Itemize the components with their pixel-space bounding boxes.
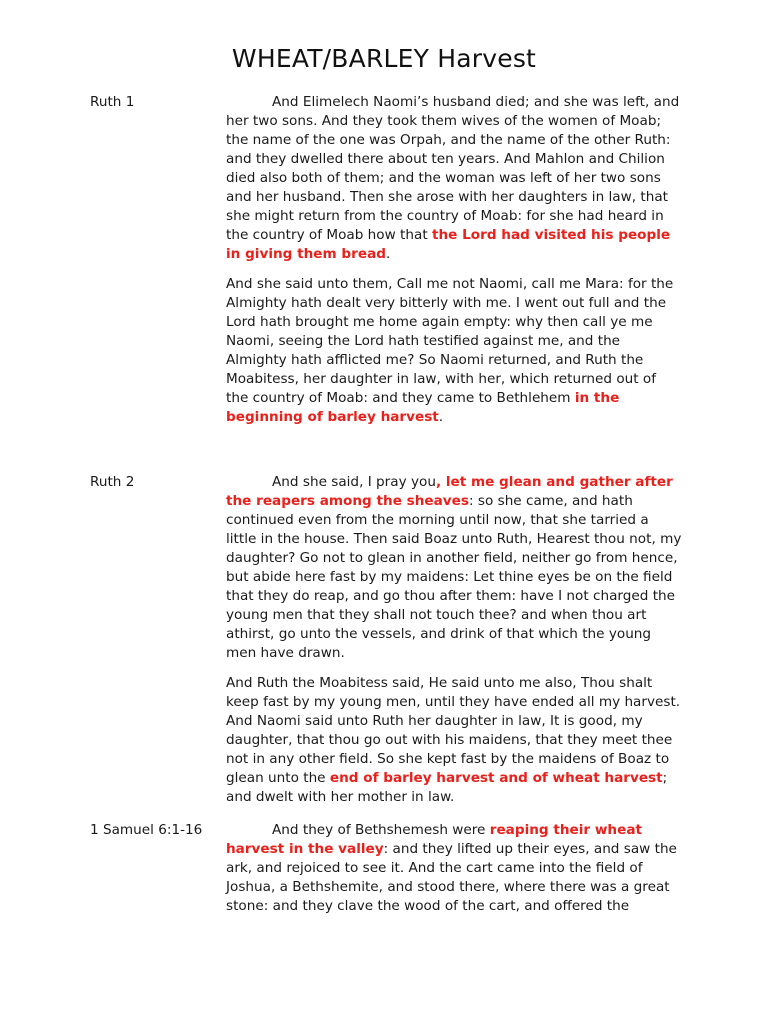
highlighted-phrase: , let me glean and gather after the reapers among the sheaves [226,474,673,509]
section-body [226,821,682,927]
paragraph-text: . [385,246,391,262]
scripture-paragraph [226,674,682,807]
highlighted-phrase: in the beginning of barley harvest [226,390,620,425]
highlighted-phrase: end of barley harvest and of wheat harvest [329,770,663,786]
highlighted-phrase: the Lord had visited his people in giving them bread [226,227,671,262]
scripture-paragraph [226,473,682,663]
scripture-paragraph [226,821,682,916]
section-body [226,473,682,818]
paragraph-text: And Ruth the Moabitess said, He said unto me also, Thou shalt keep fast by my young men, until they have ended all my harvest. And Naomi said unto Ruth her daughter in law, It is good, my daughter, that thou go out with his maidens, that they meet thee not in any other field. So she kept fast by the maidens of Boaz to glean unto the [226,675,681,786]
paragraph-text: And she said unto them, Call me not Naomi, call me Mara: for the Almighty hath dealt very bitterly with me. I went out full and the Lord hath brought me home again empty: why then call ye me Naomi, seeing the Lord hath testified against me, and the Almighty hath afflicted me? So Naomi returned, and Ruth the Moabitess, her daughter in law, with her, which returned out of the country of Moab: and they came to Bethlehem [226,276,674,406]
scripture-reference: 1 Samuel 6:1-16 [90,822,203,838]
paragraph-text: : and they lifted up their eyes, and saw the ark, and rejoiced to see it. And the cart came into the field of Joshua, a Bethshemite, and stood there, where there was a great stone: and they clave the wood of the cart, and offered the [226,841,677,914]
highlighted-phrase: reaping their wheat harvest in the valley [226,822,642,857]
paragraph-text: ; and dwelt with her mother in law. [226,770,668,805]
paragraph-text: And they of Bethshemesh were [272,822,490,838]
section-body [226,93,682,438]
scripture-paragraph [226,93,682,264]
paragraph-text: And she said, I pray you [272,474,436,490]
document-title: WHEAT/BARLEY Harvest [231,44,537,73]
scripture-reference: Ruth 2 [90,474,135,490]
paragraph-text: . [438,409,444,425]
paragraph-text: : so she came, and hath continued even from the morning until now, that she tarried a little in the house. Then said Boaz unto Ruth, Hearest thou not, my daughter? Go not to glean in another field, neither go from hence, but abide here fast by my maidens: Let thine eyes be on the field that they do reap, and go thou after them: have I not charged the young men that they shall not touch thee? and when thou art athirst, go unto the vessels, and drink of that which the young men have drawn. [226,493,682,661]
scripture-reference: Ruth 1 [90,94,135,110]
paragraph-text: And Elimelech Naomi’s husband died; and she was left, and her two sons. And they took them wives of the women of Moab; the name of the one was Orpah, and the name of the other Ruth: and they dwelled there about ten years. And Mahlon and Chilion died also both of them; and the woman was left of her two sons and her husband. Then she arose with her daughters in law, that she might return from the country of Moab: for she had heard in the country of Moab how that [226,94,680,243]
scripture-paragraph [226,275,682,427]
